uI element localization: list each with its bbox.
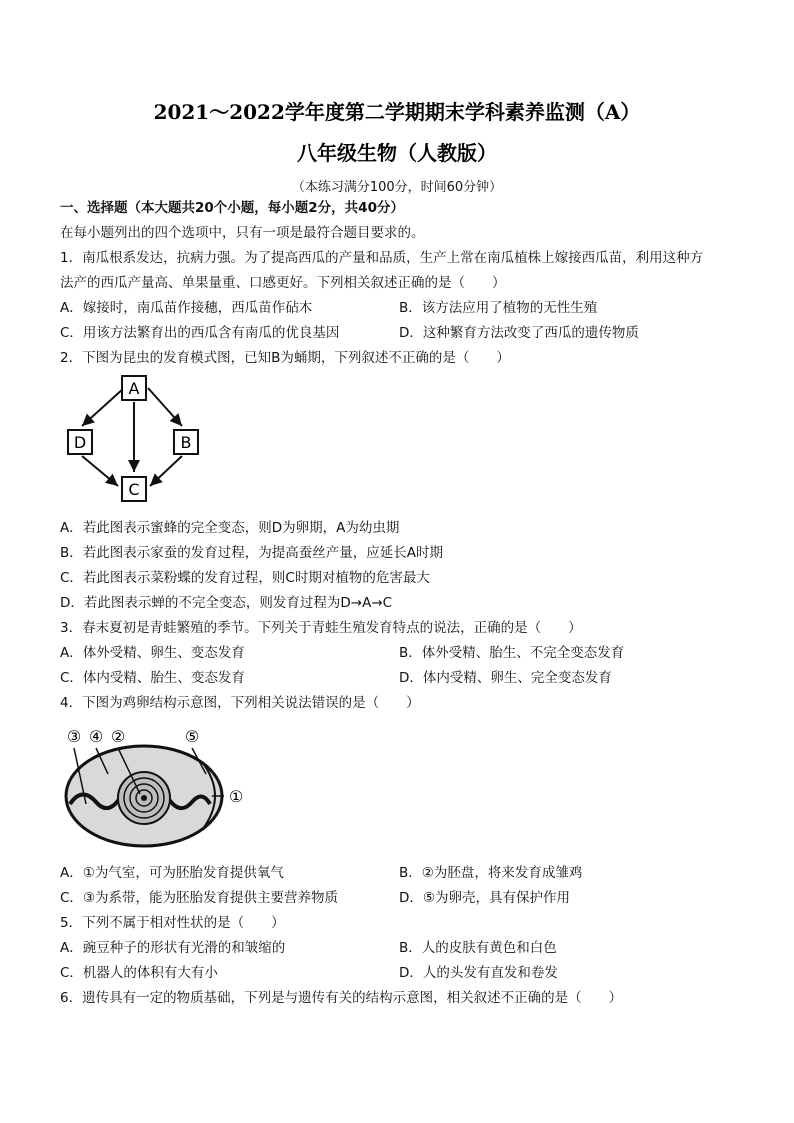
- q2-stem: 2．下图为昆虫的发育模式图，已知B为蛹期，下列叙述不正确的是（ ）: [60, 350, 510, 366]
- q1-stem-line1: 1．南瓜根系发达，抗病力强。为了提高西瓜的产量和品质，生产上常在南瓜植株上嫁接西瓜苗，利用这种方: [60, 250, 704, 266]
- q3-option-a: A．体外受精、卵生、变态发育: [60, 645, 245, 661]
- q4-option-b: B．②为胚盘，将来发育成雏鸡: [399, 865, 583, 881]
- q2-option-c: C．若此图表示菜粉蝶的发育过程，则C时期对植物的危害最大: [60, 570, 430, 586]
- exam-subtitle: 八年级生物（人教版）: [297, 141, 497, 165]
- label-5: ⑤: [184, 727, 200, 746]
- q5-option-c: C．机器人的体积有大有小: [60, 965, 218, 981]
- egg-structure-diagram: [62, 724, 252, 854]
- section-instruction: 在每小题列出的四个选项中，只有一项是最符合题目要求的。: [60, 225, 425, 241]
- stage-c-label: C: [128, 480, 140, 499]
- label-2: ②: [110, 727, 126, 746]
- q2-option-b: B．若此图表示家蚕的发育过程，为提高蚕丝产量，应延长A时期: [60, 545, 443, 561]
- section-heading: 一、选择题（本大题共20个小题，每小题2分，共40分）: [60, 200, 404, 216]
- q5-option-d: D．人的头发有直发和卷发: [399, 965, 558, 981]
- q5-stem: 5．下列不属于相对性状的是（ ）: [60, 915, 285, 931]
- q5-option-a: A．豌豆种子的形状有光滑的和皱缩的: [60, 940, 286, 956]
- q4-option-c: C．③为系带，能为胚胎发育提供主要营养物质: [60, 890, 339, 906]
- q3-option-c: C．体内受精、胎生、变态发育: [60, 670, 245, 686]
- label-3: ③: [66, 727, 82, 746]
- germinal-disc: [141, 795, 147, 801]
- q2-option-a: A．若此图表示蜜蜂的完全变态，则D为卵期，A为幼虫期: [60, 520, 400, 536]
- label-4: ④: [88, 727, 104, 746]
- label-1: ①: [228, 787, 244, 806]
- q6-stem: 6．遗传具有一定的物质基础，下列是与遗传有关的结构示意图，相关叙述不正确的是（ ）: [60, 990, 623, 1006]
- q4-stem: 4．下图为鸡卵结构示意图，下列相关说法错误的是（ ）: [60, 695, 420, 711]
- arrow-a-to-d: [82, 388, 124, 426]
- q3-option-d: D．体内受精、卵生、完全变态发育: [399, 670, 612, 686]
- q1-stem-line2: 法产的西瓜产量高、单果量重、口感更好。下列相关叙述正确的是（ ）: [60, 275, 506, 291]
- stage-a-label: A: [128, 379, 140, 398]
- q3-stem: 3．春末夏初是青蛙繁殖的季节。下列关于青蛙生殖发育特点的说法，正确的是（ ）: [60, 620, 582, 636]
- q1-option-d: D．这种繁育方法改变了西瓜的遗传物质: [399, 325, 639, 341]
- q1-option-c: C．用该方法繁育出的西瓜含有南瓜的优良基因: [60, 325, 340, 341]
- stage-d-label: D: [73, 433, 87, 452]
- exam-note: （本练习满分100分，时间60分钟）: [291, 180, 503, 195]
- q2-option-d: D．若此图表示蝉的不完全变态，则发育过程为D→A→C: [60, 595, 393, 611]
- arrow-b-to-c: [150, 456, 182, 486]
- arrow-a-to-b: [148, 388, 182, 426]
- insect-development-diagram: [64, 374, 204, 504]
- arrow-d-to-c: [82, 456, 118, 486]
- q4-option-d: D．⑤为卵壳，具有保护作用: [399, 890, 570, 906]
- q4-option-a: A．①为气室，可为胚胎发育提供氧气: [60, 865, 284, 881]
- q5-option-b: B．人的皮肤有黄色和白色: [399, 940, 557, 956]
- stage-b-label: B: [180, 433, 192, 452]
- q1-option-a: A．嫁接时，南瓜苗作接穗，西瓜苗作砧木: [60, 300, 313, 316]
- q1-option-b: B．该方法应用了植物的无性生殖: [399, 300, 598, 316]
- exam-title: 2021～2022学年度第二学期期末学科素养监测（A）: [153, 100, 641, 124]
- q3-option-b: B．体外受精、胎生、不完全变态发育: [399, 645, 625, 661]
